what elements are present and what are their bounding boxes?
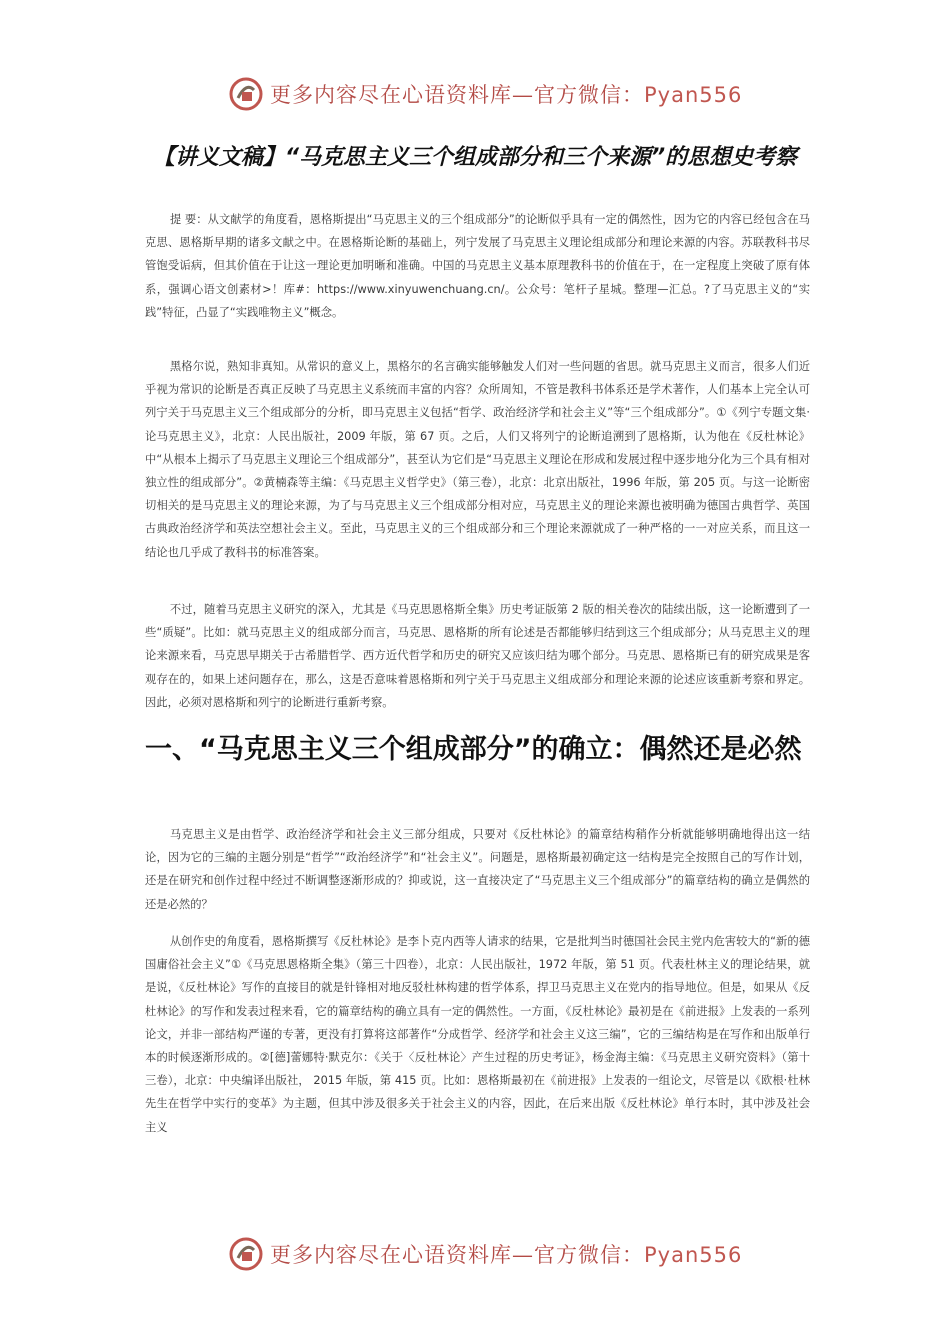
abstract-paragraph: 提 要：从文献学的角度看，恩格斯提出“马克思主义的三个组成部分”的论断似乎具有一定的偶然性，因为它的内容已经包含在马克思、恩格斯早期的诸多文献之中。在恩格斯论断的基础上，列宁发展了马克思主义理论组成部分和理论来源的内容。苏联教科书尽管饱受诟病，但其价值在于让这一理论更加明晰和准确。中国的马克思主义基本原理教科书的价值在于，在一定程度上突破了原有体系，强调心语文创素材>！库#：https://www.xinyuwenchuang.cn/。公众号：笔杆子星城。整理—汇总。?了马克思主义的“实践”特征，凸显了“实践唯物主义”概念。: [145, 213, 810, 319]
section-heading-1: 一、“马克思主义三个组成部分”的确立：偶然还是必然: [145, 734, 802, 765]
body-paragraph-2: 不过，随着马克思主义研究的深入，尤其是《马克思恩格斯全集》历史考证版第 2 版的相关卷次的陆续出版，这一论断遭到了一些“质疑”。比如：就马克思主义的组成部分而言，马克思、恩格斯的所有论述是否都能够归结到这三个组成部分；从马克思主义的理论来源来看，马克思早期关于古希腊哲学、西方近代哲学和历史的研究又应该归结为哪个部分。马克思、恩格斯已有的研究成果是客观存在的，如果上述问题存在，那么，这是否意味着恩格斯和列宁关于马克思主义组成部分和理论来源的论述应该重新考察和界定。因此，必须对恩格斯和列宁的论断进行重新考察。: [145, 603, 810, 709]
header-banner: [228, 74, 743, 114]
footer-banner: [228, 1234, 743, 1274]
banner-text: 更多内容尽在心语资料库—官方微信：Pyan556: [270, 1243, 743, 1267]
banner-handle: Pyan556: [644, 83, 743, 107]
banner-text: 更多内容尽在心语资料库—官方微信：Pyan556: [270, 83, 743, 107]
brand-logo-icon: [228, 1236, 264, 1272]
brand-logo-icon: [228, 76, 264, 112]
banner-handle: Pyan556: [644, 1243, 743, 1267]
body-paragraph-3: 马克思主义是由哲学、政治经济学和社会主义三部分组成，只要对《反杜林论》的篇章结构稍作分析就能够明确地得出这一结论，因为它的三编的主题分别是“哲学”“政治经济学”和“社会主义”。问题是，恩格斯最初确定这一结构是完全按照自己的写作计划，还是在研究和创作过程中经过不断调整逐渐形成的？抑或说，这一直接决定了“马克思主义三个组成部分”的篇章结构的确立是偶然的还是必然的？: [145, 828, 810, 911]
body-paragraph-4: 从创作史的角度看，恩格斯撰写《反杜林论》是李卜克内西等人请求的结果，它是批判当时德国社会民主党内危害较大的“新的德国庸俗社会主义”①《马克思恩格斯全集》（第三十四卷），北京：人民出版社，1972 年版，第 51 页。代表杜林主义的理论结果，就是说，《反杜林论》写作的直接目的就是针锋相对地反驳杜林构建的哲学体系，捍卫马克思主义在党内的指导地位。但是，如果从《反杜林论》的写作和发表过程来看，它的篇章结构的确立具有一定的偶然性。一方面，《反杜林论》最初是在《前进报》上发表的一系列论文，并非一部结构严谨的专著，更没有打算将这部著作“分成哲学、经济学和社会主义这三编”，它的三编结构是在写作和出版单行本的时候逐渐形成的。②[德]蕾娜特·默克尔：《关于〈反杜林论〉产生过程的历史考证》，杨金海主编：《马克思主义研究资料》（第十三卷），北京：中央编译出版社， 2015 年版，第 415 页。比如：恩格斯最初在《前进报》上发表的一组论文，尽管是以《欧根·杜林先生在哲学中实行的变革》为主题，但其中涉及很多关于社会主义的内容，因此，在后来出版《反杜林论》单行本时，其中涉及社会主义: [145, 935, 810, 1134]
body-paragraph-1: 黑格尔说，熟知非真知。从常识的意义上，黑格尔的名言确实能够触发人们对一些问题的省思。就马克思主义而言，很多人们近乎视为常识的论断是否真正反映了马克思主义系统而丰富的内容？众所周知，不管是教科书体系还是学术著作，人们基本上完全认可列宁关于马克思主义三个组成部分的分析，即马克思主义包括“哲学、政治经济学和社会主义”等“三个组成部分”。①《列宁专题文集·论马克思主义》，北京：人民出版社，2009 年版，第 67 页。之后，人们又将列宁的论断追溯到了恩格斯，认为他在《反杜林论》中“从根本上揭示了马克思主义理论三个组成部分”，甚至认为它们是“马克思主义理论在形成和发展过程中逐步地分化为三个具有相对独立性的组成部分”。②黄楠森等主编：《马克思主义哲学史》（第三卷），北京：北京出版社，1996 年版，第 205 页。与这一论断密切相关的是马克思主义的理论来源，为了与马克思主义三个组成部分相对应，马克思主义的理论来源也被明确为德国古典哲学、英国古典政治经济学和英法空想社会主义。至此，马克思主义的三个组成部分和三个理论来源就成了一种严格的一一对应关系，而且这一结论也几乎成了教科书的标准答案。: [145, 360, 810, 559]
document-title: 【讲义文稿】“马克思主义三个组成部分和三个来源”的思想史考察: [152, 145, 798, 170]
